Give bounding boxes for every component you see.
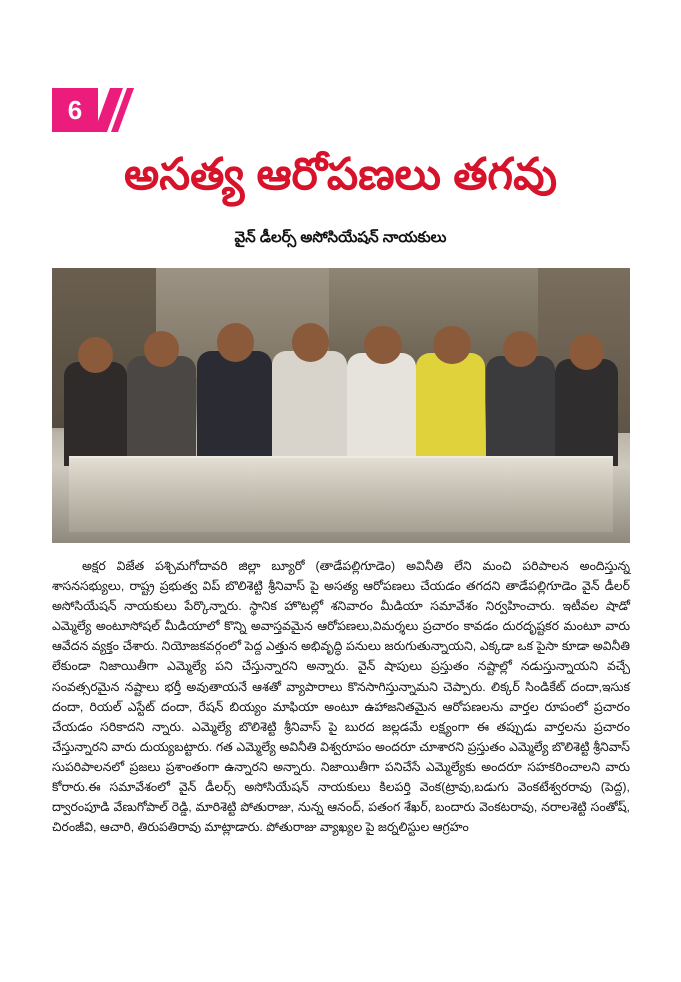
page-number-box — [52, 88, 98, 132]
page-number: 6 — [67, 95, 83, 125]
photo-person-head — [144, 331, 179, 367]
page-number-flag — [52, 88, 126, 132]
article-body — [52, 556, 630, 837]
photo-person — [272, 351, 347, 467]
photo-person-head — [503, 331, 538, 367]
photo-person — [555, 359, 619, 466]
photo-person — [197, 351, 272, 467]
photo-person-head — [217, 323, 255, 362]
photo-person — [127, 356, 196, 466]
article-paragraph: అక్షర విజేత పశ్చిమగోదావరి జిల్లా బ్యూరో (తాడేపల్లిగూడెం) అవినీతి లేని మంచి పరిపాలన అందిస్తున్న శాసనసభ్యులు, రాష్ట్ర ప్రభుత్వ విప్ బొలిశెట్టి శ్రీనివాస్ పై అసత్య ఆరోపణలు చేయడం తగదని తాడేపల్లిగూడెం వైన్ డీలర్ అసోసియేషన్ నాయకులు పేర్కొన్నారు. స్థానిక హొటల్లో శనివారం మీడియా సమావేశం నిర్వహించారు. ఇటీవల షాడో ఎమ్మెల్యే అంటూసోషల్ మీడియాలో కొన్ని అవాస్తవమైన ఆరోపణలు,విమర్శలు ప్రచారం కావడం దురదృష్టకర మంటూ వారు ఆవేదన వ్యక్తం చేశారు. నియోజకవర్గంలో పెద్ద ఎత్తున అభివృద్ధి పనులు జరుగుతున్నాయని, ఎక్కడా ఒక పైసా కూడా అవినీతి లేకుండా నిజాయితీగా ఎమ్మెల్యే పని చేస్తున్నారని అన్నారు. వైన్ షాపులు ప్రస్తుతం నష్టాల్లో నడుస్తున్నాయని వచ్చే సంవత్సరమైన నష్టాలు భర్తీ అవుతాయనే ఆశతో వ్యాపారాలు కొనసాగిస్తున్నామని చెప్పారు. లిక్కర్ సిండికేట్ దందా,ఇసుక దందా, రియల్ ఎస్టేట్ దందా, రేషన్ బియ్యం మాఫియా అంటూ ఉహాజనితమైన ఆరోపణలను వార్తల రూపంలో ప్రచారం చేయడం సరికాదని న్నారు. ఎమ్మెల్యే బొలిశెట్టి శ్రీనివాస్ పై బురద జల్లడమే లక్ష్యంగా ఈ తప్పుడు వార్తలను ప్రచారం చేస్తున్నారని వారు దుయ్యబట్టారు. గత ఎమ్మెల్యే అవినీతి విశ్వరూపం అందరూ చూశారని ప్రస్తుతం ఎమ్మెల్యే బొలిశెట్టి శ్రీనివాస్ సుపరిపాలనలో ప్రజలు ప్రశాంతంగా ఉన్నారని అన్నారు. నిజాయితీగా పనిచేసే ఎమ్మెల్యేకు అందరూ సహకరించాలని వారు కోరారు.ఈ సమావేశంలో వైన్ డీలర్స్ అసోసియేషన్ నాయకులు కిలపర్తి వెంక(ట్రావు,బడుగు వెంకటేశ్వరరావు (పెద్ద), ద్వారంపూడి వేణుగోపాల్ రెడ్డి, మారిశెట్టి పోతురాజు, నున్న ఆనంద్, పతంగ శేఖర్, బందారు వెంకటరావు, నరాలశెట్టి సంతోష్, చిరంజీవి, ఆచారి, తిరుపతిరావు మాట్లాడారు. పోతురాజు వ్యాఖ్యల పై జర్నలిస్టుల ఆగ్రహం — [52, 559, 630, 835]
article-headline: అసత్య ఆరోపణలు తగవు — [124, 150, 557, 199]
photo-background — [52, 268, 630, 543]
photo-person — [416, 353, 485, 466]
photo-person — [486, 356, 555, 466]
photo-person-head — [364, 326, 402, 365]
article-photo — [52, 268, 630, 543]
article-subheadline: వైన్ డీలర్స్ అసోసియేషన్ నాయకులు — [234, 229, 447, 246]
photo-person — [347, 353, 416, 466]
photo-person-head — [569, 334, 604, 370]
photo-person-head — [433, 326, 471, 365]
photo-person — [64, 362, 128, 467]
photo-person-head — [292, 323, 330, 362]
photo-table — [69, 456, 612, 532]
photo-person-head — [78, 337, 113, 373]
